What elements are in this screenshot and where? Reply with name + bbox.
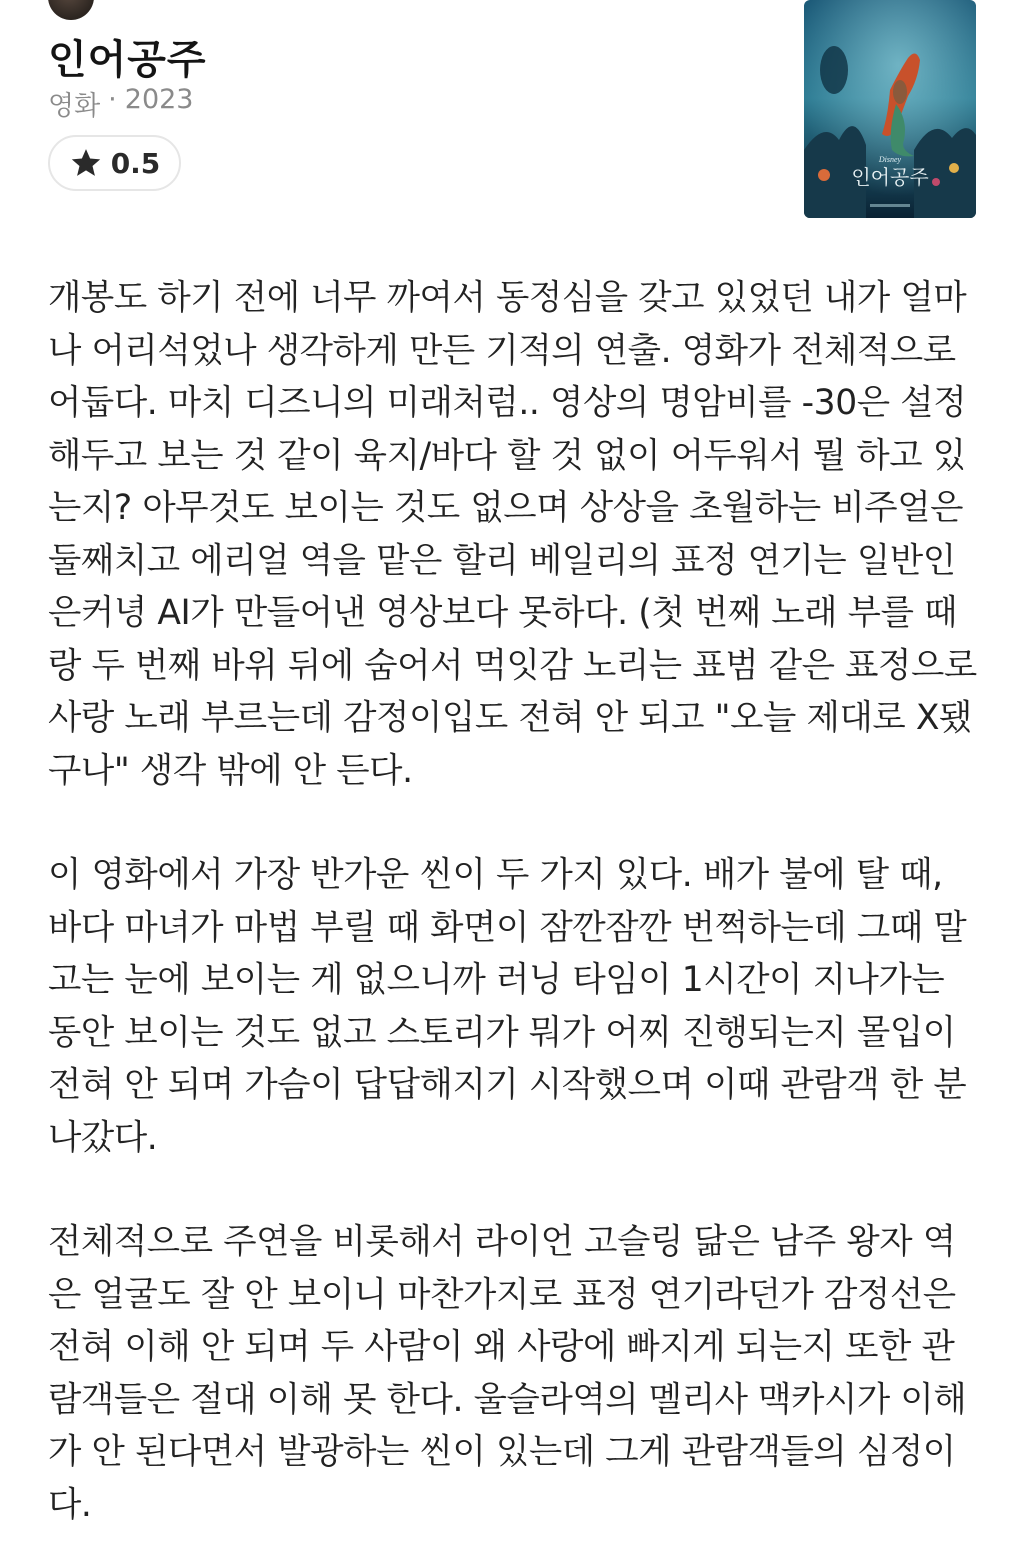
review-paragraph: 이 영화에서 가장 반가운 씬이 두 가지 있다. 배가 불에 탈 때, 바다 마녀가 마법 부릴 때 화면이 잠깐잠깐 번쩍하는데 그때 말고는 눈에 보이는 게 없으니까 러닝 타임이 1시간이 지나가는 동안 보이는 것도 없고 스토리가 뭐가 어찌 진행되는지 몰입이 전혀 안 되며 가슴이 답답해지기 시작했으며 이때 관람객 한 분 나갔다. [48, 855, 967, 1158]
movie-title[interactable]: 인어공주 [48, 37, 207, 83]
rating-value: 0.5 [110, 146, 161, 180]
rating-badge [48, 135, 181, 191]
movie-year: 2023 [124, 84, 194, 115]
movie-poster[interactable] [804, 0, 976, 218]
movie-meta [48, 84, 193, 123]
author-row[interactable] [48, 0, 94, 14]
meta-separator: · [108, 84, 117, 115]
poster-title-text: 인어공주 [851, 167, 929, 189]
avatar[interactable] [48, 0, 94, 20]
movie-category: 영화 [48, 91, 101, 122]
poster-studio-text: Disney [878, 155, 902, 164]
review-body [48, 272, 978, 1568]
poster-image [804, 0, 976, 218]
star-icon [69, 146, 103, 180]
review-paragraph: 개봉도 하기 전에 너무 까여서 동정심을 갖고 있었던 내가 얼마나 어리석었나 생각하게 만든 기적의 연출. 영화가 전체적으로 어둡다. 마치 디즈니의 미래처럼.. 영상의 명암비를 -30은 설정해두고 보는 것 같이 육지/바다 할 것 없이 어두워서 뭘 하고 있는지? 아무것도 보이는 것도 없으며 상상을 초월하는 비주얼은 둘째치고 에리얼 역을 맡은 할리 베일리의 표정 연기는 일반인 은커녕 AI가 만들어낸 영상보다 못하다. (첫 번째 노래 부를 때랑 두 번째 바위 뒤에 숨어서 먹잇감 노리는 표범 같은 표정으로 사랑 노래 부르는데 감정이입도 전혀 안 되고 "오늘 제대로 X됐구나" 생각 밖에 안 든다. [48, 278, 977, 791]
review-paragraph: 전체적으로 주연을 비롯해서 라이언 고슬링 닮은 남주 왕자 역은 얼굴도 잘 안 보이니 마찬가지로 표정 연기라던가 감정선은 전혀 이해 안 되며 두 사람이 왜 사랑에 빠지게 되는지 또한 관람객들은 절대 이해 못 한다. 울슬라역의 멜리사 맥카시가 이해가 안 된다면서 발광하는 씬이 있는데 그게 관람객들의 심정이다. [48, 1222, 967, 1525]
